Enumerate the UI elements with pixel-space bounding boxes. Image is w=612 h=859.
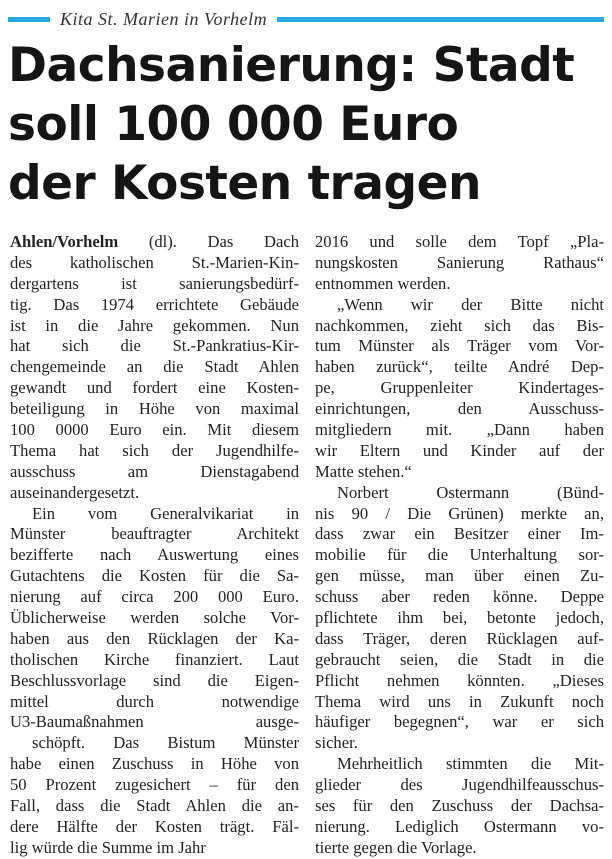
article-line: nachkommen, zieht sich das Bis- — [315, 315, 604, 335]
article-line: Thema wird uns in Zukunft noch — [315, 691, 604, 711]
article-line: mobilie für die Unterhaltung sor- — [315, 545, 604, 565]
article-line: U3-Baumaßnahmen ausge- — [10, 712, 299, 732]
article-line: Gutachtens die Kosten für die Sa- — [10, 566, 299, 586]
article-line — [10, 232, 299, 253]
article-line: tierte gegen die Vorlage. — [315, 837, 477, 857]
article-line: mittel durch notwendige — [10, 691, 299, 711]
article-column-2 — [315, 232, 604, 859]
article-line: schöpft. Das Bistum Münster — [32, 733, 299, 753]
article-line: ses für den Zuschuss der Dachsa- — [315, 796, 604, 816]
article-line: nierung auf circa 200 000 Euro. — [10, 587, 299, 607]
article-line: chengemeinde an die Stadt Ahlen — [10, 357, 299, 377]
article-line: entnommen werden. — [315, 273, 451, 293]
article-line: tholischen Kirche finanziert. Laut — [10, 649, 299, 669]
article-line-text: (dl). Das Dach — [118, 232, 299, 251]
article-line: wir Eltern und Kinder auf der — [315, 440, 604, 460]
article-line: Mehrheitlich stimmten die Mit- — [337, 754, 604, 774]
article-line: häufiger begegnen“, war er sich — [315, 712, 604, 732]
article-line: habe einen Zuschuss in Höhe von — [10, 754, 299, 774]
article-line: beteiligung in Höhe von maximal — [10, 399, 299, 419]
article-line: auseinandergesetzt. — [10, 482, 140, 502]
article-line: tig. Das 1974 errichtete Gebäude — [10, 294, 299, 314]
article-line: nis 90 / Die Grünen) merkte an, — [315, 503, 604, 523]
article-line: sicher. — [315, 733, 358, 753]
article-line: dass Träger, deren Rücklagen auf- — [315, 628, 604, 648]
headline-line: soll 100 000 Euro — [8, 97, 459, 152]
article-line: ist in die Jahre gekommen. Nun — [10, 315, 299, 335]
kicker: Kita St. Marien in Vorhelm — [60, 8, 268, 29]
article-line: Pflicht nehmen könnten. „Dieses — [315, 670, 604, 690]
article-body — [10, 232, 604, 859]
article-line: nierung. Lediglich Ostermann vo- — [315, 816, 604, 836]
article-line: dere Hälfte der Kosten trägt. Fäl- — [10, 816, 299, 836]
article-line: Üblicherweise werden solche Vor- — [10, 608, 299, 628]
article-line: glieder des Jugendhilfeausschus- — [315, 775, 604, 795]
article-line: Fall, dass die Stadt Ahlen die an- — [10, 796, 299, 816]
article-line: hat sich die St.-Pankratius-Kir- — [10, 336, 299, 356]
article-line: Norbert Ostermann (Bünd- — [337, 482, 604, 502]
kicker-bar — [8, 10, 604, 28]
article-line: Matte stehen.“ — [315, 461, 412, 481]
article-column-1 — [10, 232, 299, 859]
article-line: haben zurück“, teilte André Dep- — [315, 357, 604, 377]
article-line: gewandt und fordert eine Kosten- — [10, 378, 299, 398]
article-line: Beschlussvorlage sind die Eigen- — [10, 670, 299, 690]
article-line: nungskosten Sanierung Rathaus“ — [315, 252, 604, 272]
headline-line: Dachsanierung: Stadt — [8, 38, 575, 93]
kicker-rule-right — [277, 17, 604, 22]
article-line: Thema hat sich der Jugendhilfe- — [10, 440, 299, 460]
article-line: mitgliedern mit. „Dann haben — [315, 420, 604, 440]
article-line: 100 0000 Euro ein. Mit diesem — [10, 420, 299, 440]
article-line: des katholischen St.-Marien-Kin- — [10, 252, 299, 272]
article-line: ausschuss am Dienstagabend — [10, 461, 299, 481]
article-line: haben aus den Rücklagen der Ka- — [10, 628, 299, 648]
headline — [8, 36, 608, 213]
article-line: einrichtungen, den Ausschuss- — [315, 399, 604, 419]
article-line: lig würde die Summe im Jahr — [10, 837, 206, 857]
article-line: Ein vom Generalvikariat in — [32, 503, 299, 523]
article-line: bezifferte nach Auswertung eines — [10, 545, 299, 565]
article-line: 50 Prozent zugesichert – für den — [10, 775, 299, 795]
article-line: pe, Gruppenleiter Kindertages- — [315, 378, 604, 398]
article-line: „Wenn wir der Bitte nicht — [337, 294, 604, 314]
article-line: Münster beauftragter Architekt — [10, 524, 299, 544]
article-line: gebraucht seien, die Stadt in die — [315, 649, 604, 669]
article-line: schuss aber reden könne. Deppe — [315, 587, 604, 607]
kicker-rule-left — [8, 17, 50, 22]
article-line: dass zwar ein Besitzer einer Im- — [315, 524, 604, 544]
article-line: tum Münster als Träger vom Vor- — [315, 336, 604, 356]
article-line: pflichtete ihm bei, betonte jedoch, — [315, 608, 604, 628]
article-line: 2016 und solle dem Topf „Pla- — [315, 232, 604, 251]
dateline: Ahlen/Vorhelm — [10, 232, 119, 251]
article-line: gen müsse, man über einen Zu- — [315, 566, 604, 586]
article-line: dergartens ist sanierungsbedürf- — [10, 273, 299, 293]
headline-line: der Kosten tragen — [8, 156, 481, 211]
